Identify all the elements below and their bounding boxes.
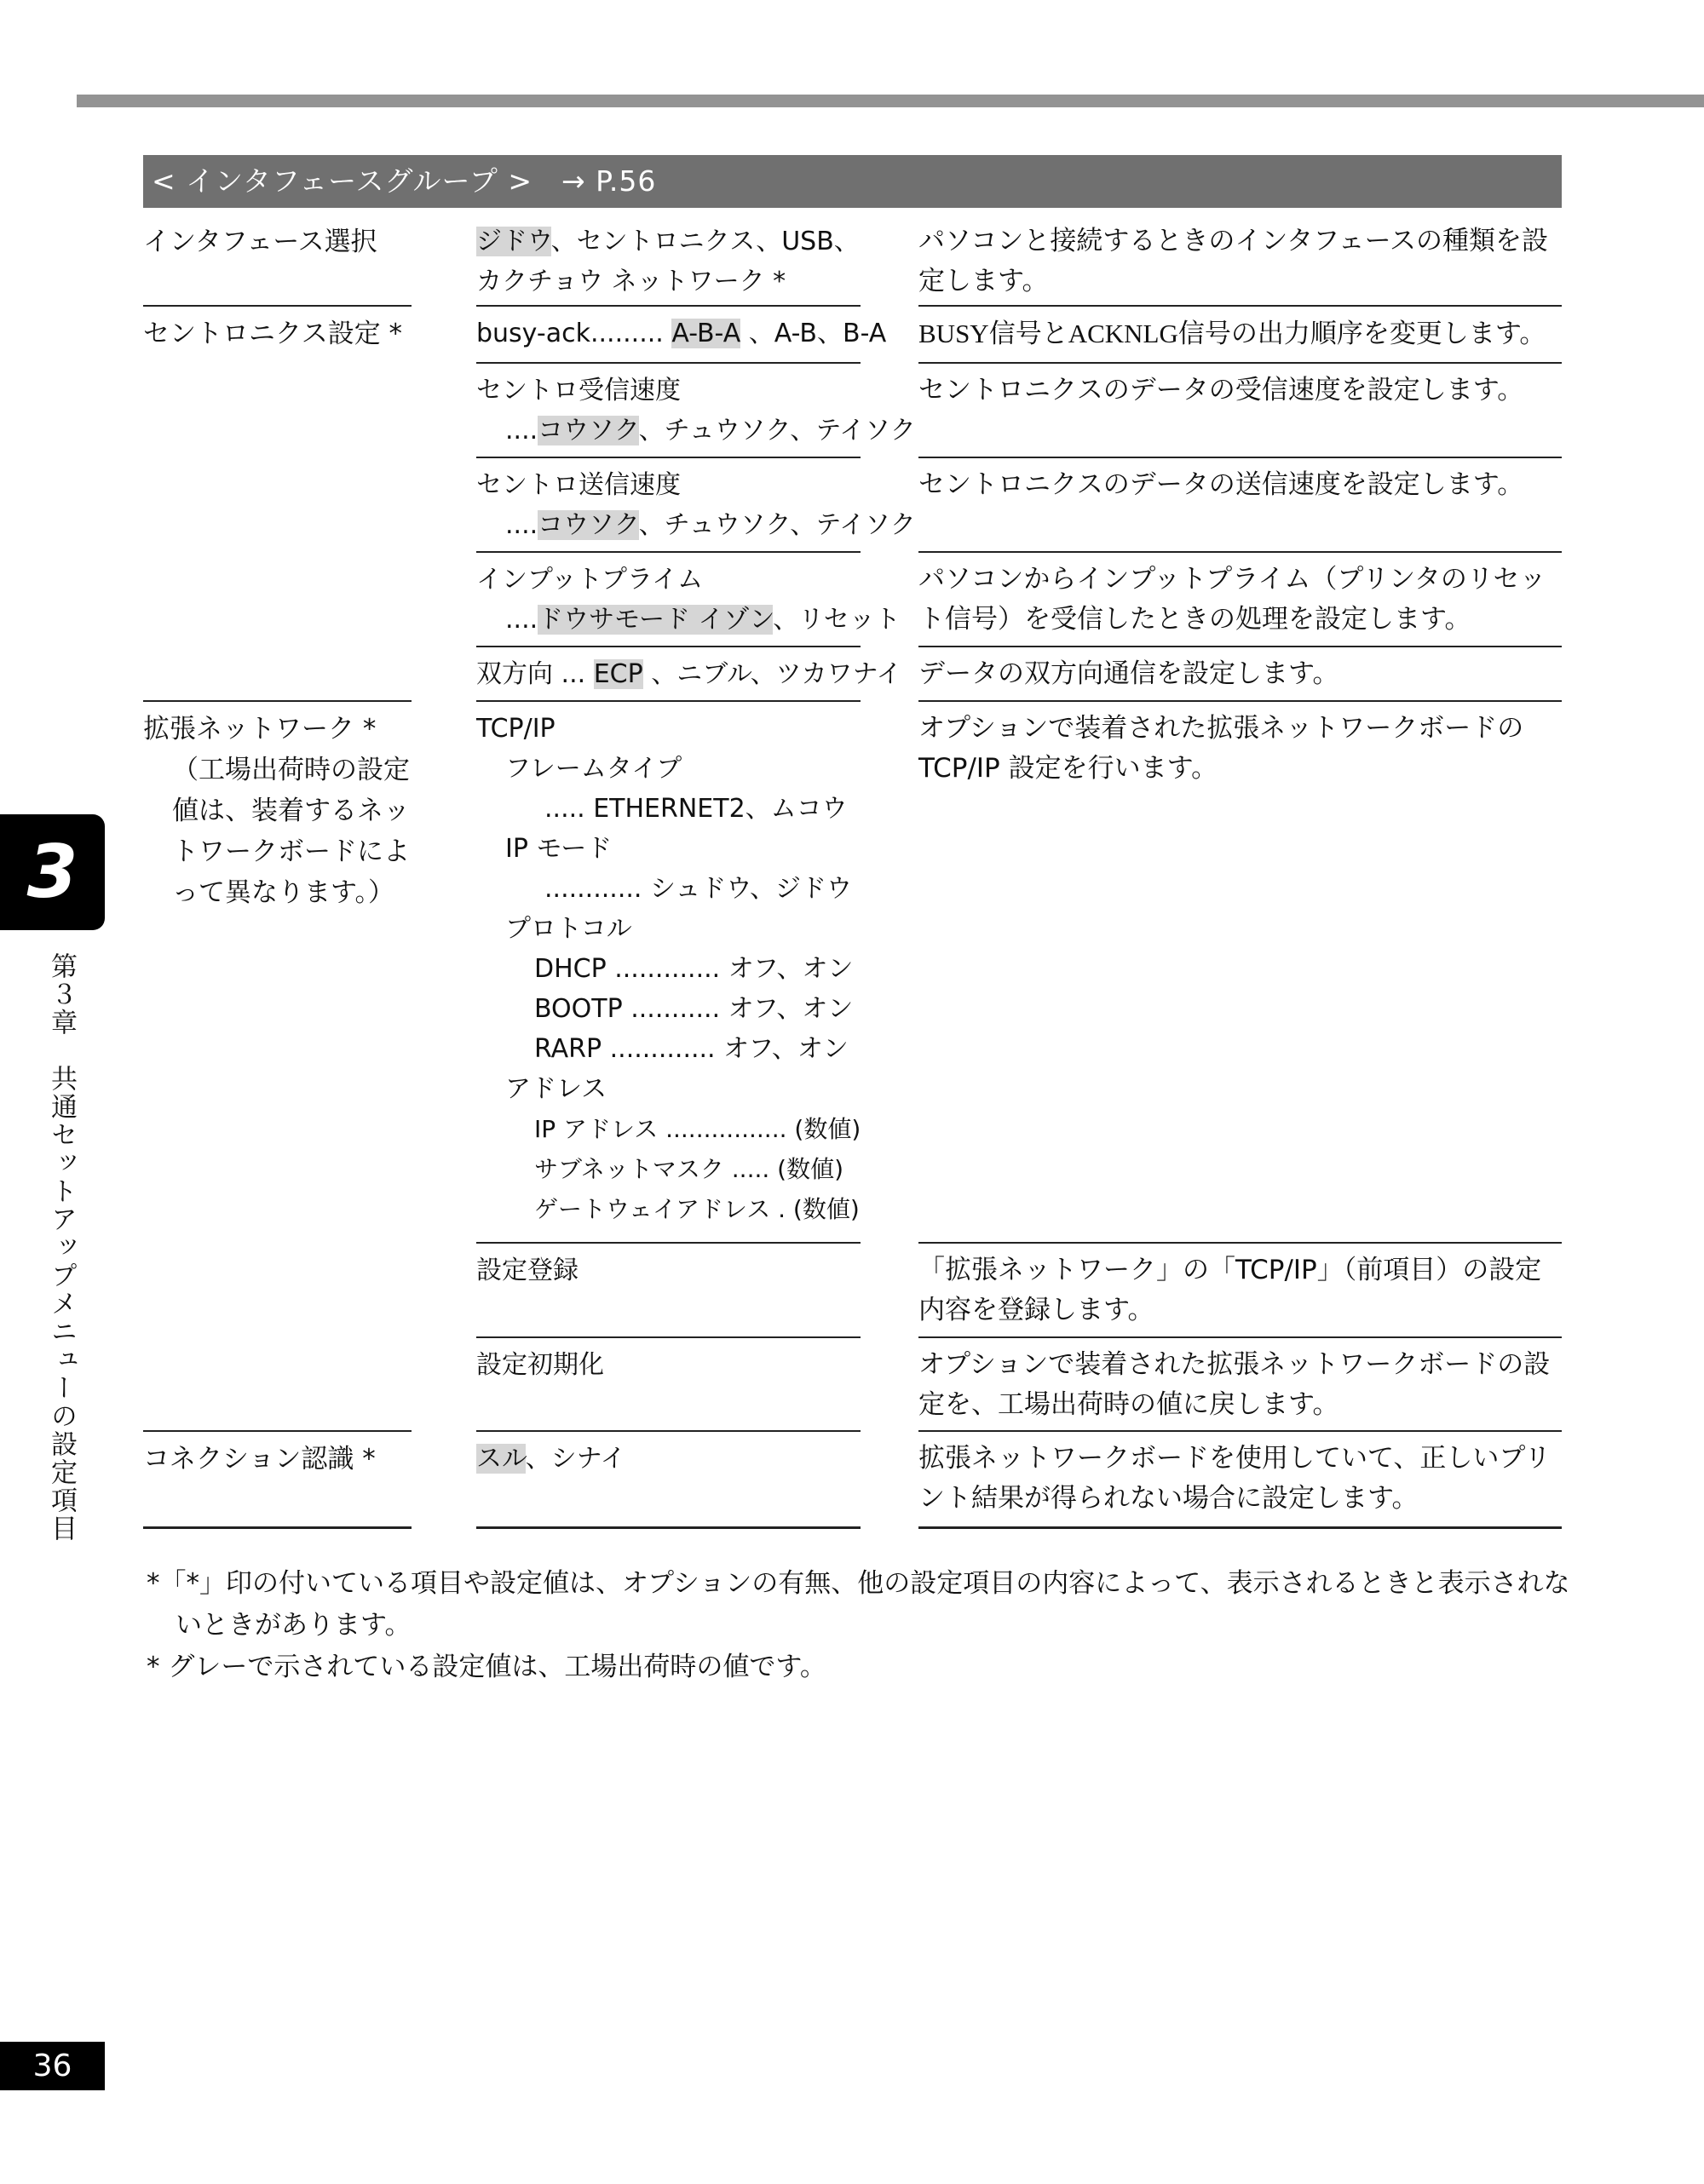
chapter-tab: 3 — [0, 814, 105, 930]
default-value: ドウサモード イゾン — [538, 605, 774, 635]
top-rule — [77, 95, 1704, 107]
values-bidirectional: 双方向 ... ECP 、ニブル、ツカワナイ — [476, 646, 861, 700]
page-number: 36 — [0, 2042, 105, 2090]
desc-interface-select: パソコンと接続するときのインタフェースの種類を設定します。 — [918, 226, 1549, 296]
footnote-gray: * グレーで示されている設定値は、工場出荷時の値です。 — [147, 1652, 826, 1682]
default-value: ジドウ — [476, 227, 551, 256]
values-init: 設定初期化 — [476, 1336, 861, 1430]
row-bidirectional — [0, 646, 1704, 700]
default-value: ECP — [593, 659, 643, 689]
footnotes — [147, 1563, 1578, 1688]
footnote-asterisk: *「*」印の付いている項目や設定値は、オプションの有無、他の設定項目の内容によって、表示されるときと表示されないときがあります。 — [147, 1568, 1570, 1641]
row-register — [0, 1242, 1704, 1336]
default-value: コウソク — [538, 416, 639, 445]
label-ext-network-note: （工場出荷時の設定値は、装着するネットワークボードによって異なります。） — [172, 755, 410, 908]
desc-input-prime: パソコンからインプットプライム（プリンタのリセット信号）を受信したときの処理を設定します。 — [918, 551, 1562, 646]
values-tcpip: TCP/IP フレームタイプ ..... ETHERNET2、ムコウ IP モード ............ シュドウ、ジドウ プロトコル DHCP ............. オフ、オン BOOTP ........... オフ、オン RARP ............. オフ、オン アドレス IP アドレス ................ (数値) サブネットマスク ..... (数値) ゲートウェイアドレス . (数値) — [476, 700, 861, 1242]
row-ext-network — [0, 700, 1704, 1242]
label-ext-network: 拡張ネットワーク * （工場出荷時の設定値は、装着するネットワークボードによって異なります。） — [143, 700, 412, 1242]
chapter-title-vertical: 第３章 共通セットアップメニューの設定項目 — [46, 952, 77, 1543]
desc-bidirectional: データの双方向通信を設定します。 — [918, 646, 1562, 700]
label-interface-select: インタフェース選択 — [143, 227, 377, 257]
desc-register: 「拡張ネットワーク」の「TCP/IP」（前項目）の設定内容を登録します。 — [918, 1242, 1562, 1336]
desc-busy-ack: BUSY信号とACKNLG信号の出力順序を変更します。 — [918, 305, 1562, 362]
values-interface-select: ジドウ、セントロニクス、USB、 カクチョウ ネットワーク * — [476, 227, 860, 296]
desc-tcpip: オプションで装着された拡張ネットワークボードのTCP/IP 設定を行います。 — [918, 700, 1562, 1242]
section-header: < インタフェースグループ > → P.56 — [143, 155, 1562, 208]
values-busy-ack: busy-ack......... A-B-A 、A-B、B-A — [476, 305, 861, 362]
desc-send-speed: セントロニクスのデータの送信速度を設定します。 — [918, 457, 1562, 551]
row-init — [0, 1336, 1704, 1430]
row-input-prime — [0, 551, 1704, 646]
row-centro-receive — [0, 362, 1704, 457]
values-receive-speed: セントロ受信速度 ....コウソク、チュウソク、テイソク — [476, 362, 861, 457]
label-centro-settings: セントロニクス設定 * — [143, 305, 412, 362]
default-value: スル — [476, 1444, 526, 1474]
values-send-speed: セントロ送信速度 ....コウソク、チュウソク、テイソク — [476, 457, 861, 551]
default-value: A-B-A — [671, 319, 741, 348]
desc-init: オプションで装着された拡張ネットワークボードの設定を、工場出荷時の値に戻します。 — [918, 1336, 1562, 1430]
default-value: コウソク — [538, 510, 639, 540]
row-centro-send — [0, 457, 1704, 551]
row-interface-select — [0, 215, 1704, 305]
label-connection: コネクション認識 * — [143, 1430, 412, 1529]
desc-connection: 拡張ネットワークボードを使用していて、正しいプリント結果が得られない場合に設定します。 — [918, 1430, 1562, 1529]
values-register: 設定登録 — [476, 1242, 861, 1336]
row-centro-busy — [0, 305, 1704, 362]
row-connection — [0, 1430, 1704, 1529]
desc-receive-speed: セントロニクスのデータの受信速度を設定します。 — [918, 362, 1562, 457]
values-connection: スル、シナイ — [476, 1430, 861, 1529]
values-input-prime: インプットプライム ....ドウサモード イゾン、リセット — [476, 551, 861, 646]
